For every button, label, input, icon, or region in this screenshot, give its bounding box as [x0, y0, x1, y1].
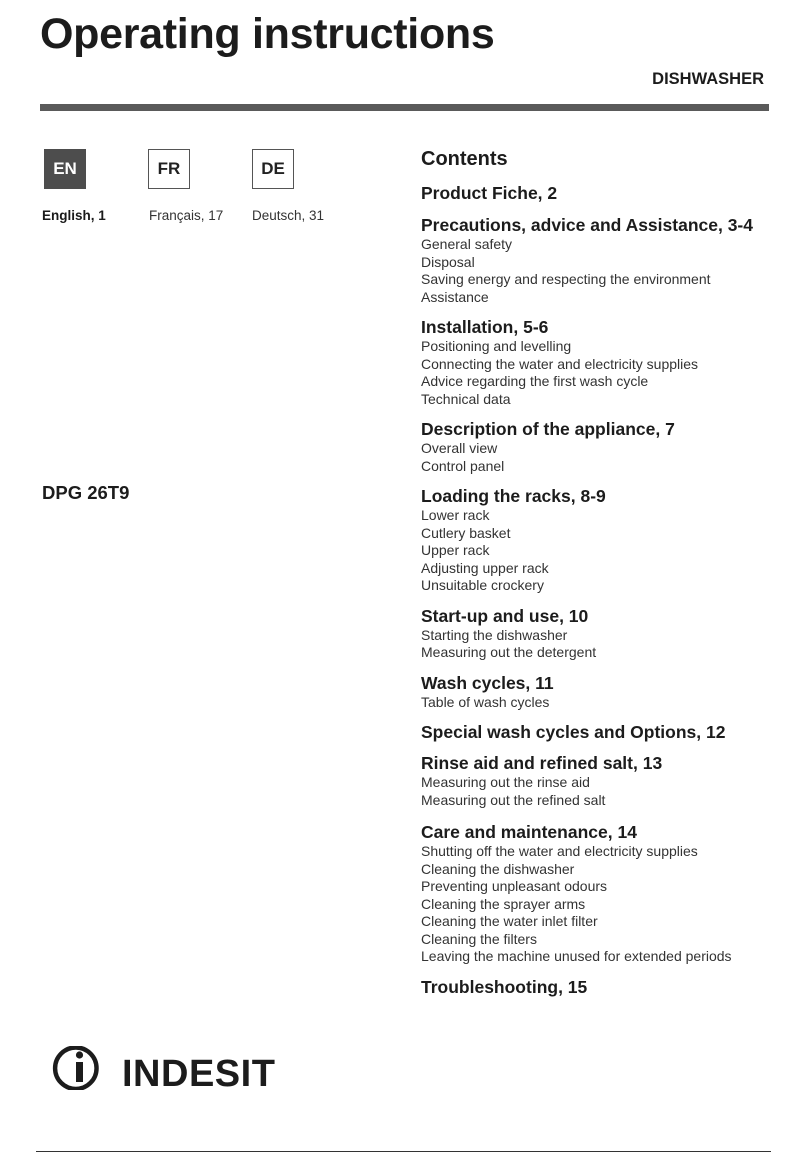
section-item[interactable]: Measuring out the refined salt: [421, 791, 606, 808]
section-item[interactable]: Preventing unpleasant odours: [421, 878, 608, 894]
section-item[interactable]: Saving energy and respecting the environment: [421, 271, 711, 287]
section-item[interactable]: Cleaning the sprayer arms: [421, 895, 586, 912]
section-heading[interactable]: Installation, 5-6: [421, 317, 549, 337]
section-item[interactable]: Technical data: [421, 390, 511, 407]
contents-section: [421, 721, 791, 743]
brand-name: INDESIT: [122, 1053, 276, 1095]
footer-divider: [36, 1151, 771, 1152]
section-heading[interactable]: Troubleshooting, 15: [421, 976, 588, 997]
section-item[interactable]: Upper rack: [421, 542, 490, 558]
table-of-contents: [421, 146, 791, 998]
section-heading[interactable]: Precautions, advice and Assistance, 3-4: [421, 215, 753, 235]
section-item[interactable]: Control panel: [421, 457, 505, 474]
contents-section: [421, 214, 791, 306]
language-tab-de[interactable]: DE: [252, 149, 294, 189]
section-item[interactable]: Assistance: [421, 288, 489, 305]
product-category: DISHWASHER: [652, 70, 764, 88]
section-item[interactable]: Leaving the machine unused for extended periods: [421, 948, 732, 964]
contents-section: [421, 672, 791, 712]
section-heading[interactable]: Product Fiche, 2: [421, 183, 558, 203]
section-item[interactable]: Cleaning the filters: [421, 930, 537, 947]
section-item[interactable]: Positioning and levelling: [421, 338, 572, 354]
section-heading[interactable]: Loading the racks, 8-9: [421, 486, 606, 506]
section-heading[interactable]: Description of the appliance, 7: [421, 419, 675, 439]
model-number: DPG 26T9: [42, 482, 130, 503]
language-label-de: Deutsch, 31: [252, 208, 325, 223]
section-item[interactable]: Cleaning the dishwasher: [421, 860, 575, 877]
contents-section: [421, 976, 791, 998]
section-item[interactable]: Connecting the water and electricity supplies: [421, 355, 699, 372]
contents-section: [421, 485, 791, 595]
contents-section: [421, 418, 791, 475]
section-item[interactable]: Lower rack: [421, 507, 490, 523]
language-tab-en[interactable]: EN: [44, 149, 86, 189]
section-item[interactable]: Disposal: [421, 253, 475, 270]
section-heading[interactable]: Start-up and use, 10: [421, 605, 589, 626]
section-heading[interactable]: Care and maintenance, 14: [421, 822, 637, 842]
language-tab-fr[interactable]: FR: [148, 149, 190, 189]
section-item[interactable]: Unsuitable crockery: [421, 577, 544, 593]
section-item[interactable]: Starting the dishwasher: [421, 626, 568, 643]
section-item[interactable]: Table of wash cycles: [421, 693, 550, 710]
header-divider: [40, 104, 769, 111]
section-item[interactable]: Overall view: [421, 440, 498, 456]
section-item[interactable]: Advice regarding the first wash cycle: [421, 373, 649, 389]
contents-section: [421, 821, 791, 966]
section-item[interactable]: Cleaning the water inlet filter: [421, 913, 598, 929]
section-item[interactable]: Measuring out the rinse aid: [421, 774, 590, 790]
section-heading[interactable]: Wash cycles, 11: [421, 672, 554, 693]
contents-section: [421, 182, 791, 204]
contents-section: [421, 752, 791, 809]
section-heading[interactable]: Special wash cycles and Options, 12: [421, 722, 726, 742]
contents-sections: [421, 182, 791, 998]
section-item[interactable]: Cutlery basket: [421, 524, 511, 541]
contents-section: [421, 605, 791, 662]
section-item[interactable]: Adjusting upper rack: [421, 559, 549, 576]
section-item[interactable]: Shutting off the water and electricity supplies: [421, 843, 698, 859]
contents-title: Contents: [421, 148, 508, 170]
section-heading[interactable]: Rinse aid and refined salt, 13: [421, 753, 663, 773]
language-label-en: English, 1: [42, 208, 106, 223]
document-title: Operating instructions: [40, 10, 495, 58]
section-item[interactable]: General safety: [421, 236, 513, 252]
language-label-fr: Français, 17: [149, 208, 224, 223]
section-item[interactable]: Measuring out the detergent: [421, 644, 597, 660]
contents-section: [421, 316, 791, 408]
